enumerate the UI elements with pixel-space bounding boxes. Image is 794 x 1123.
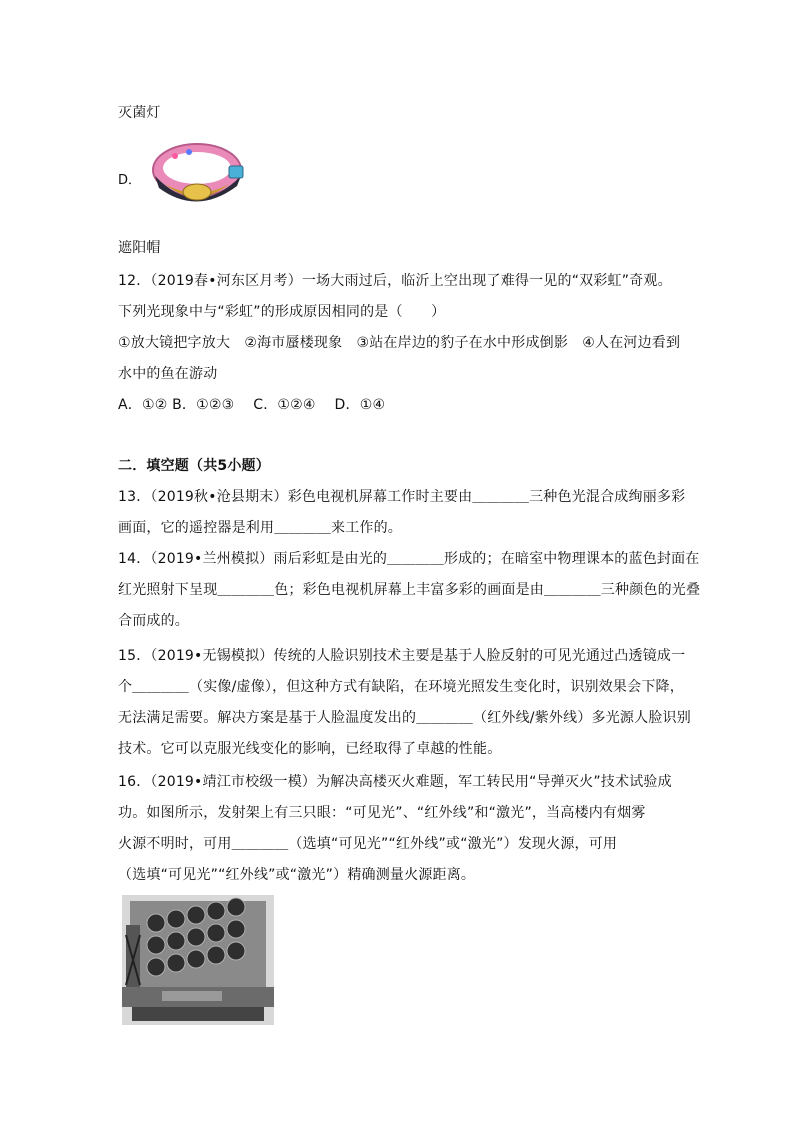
q12-line-2: 下列光现象中与“彩虹”的形成原因相同的是（ ） <box>118 304 446 320</box>
q14-line-3: 合而成的。 <box>118 613 189 629</box>
q15-line-1: 15．（2019•无锡模拟）传统的人脸识别技术主要是基于人脸反射的可见光通过凸透镜成一 <box>118 648 686 664</box>
q12-line-3: ①放大镜把字放大 ②海市蜃楼现象 ③站在岸边的豹子在水中形成倒影 ④人在河边看到 <box>118 335 681 351</box>
q16-line-2: 功。如图所示，发射架上有三只眼：“可见光”、“红外线”和“激光”，当高楼内有烟雾 <box>118 805 646 821</box>
option-d-caption: 遮阳帽 <box>118 240 161 256</box>
q16-line-3: 火源不明时，可用＿＿＿＿（选填“可见光”“红外线”或“激光”）发现火源，可用 <box>118 836 618 852</box>
q14-line-1: 14．（2019•兰州模拟）雨后彩虹是由光的＿＿＿＿形成的；在暗室中物理课本的蓝色封面在 <box>118 551 700 567</box>
q12-line-1: 12．（2019春•河东区月考）一场大雨过后，临沂上空出现了难得一见的“双彩虹”奇观。 <box>118 273 672 289</box>
missile-launcher-image <box>122 895 274 1025</box>
q13-line-2: 画面，它的遥控器是利用＿＿＿＿来工作的。 <box>118 520 402 536</box>
option-d-label: D． <box>118 173 142 188</box>
q16-line-4: （选填“可见光”“红外线”或“激光”）精确测量火源距离。 <box>118 867 476 883</box>
q12-options: A．①② B．①②③ C．①②④ D．①④ <box>118 397 386 413</box>
q16-line-1: 16．（2019•靖江市校级一模）为解决高楼灭火难题，军工转民用“导弹灭火”技术试验成 <box>118 774 672 790</box>
q12-line-4: 水中的鱼在游动 <box>118 366 218 382</box>
q15-line-2: 个＿＿＿＿（实像/虚像），但这种方式有缺陷，在环境光照发生变化时，识别效果会下降， <box>118 679 684 695</box>
q15-line-4: 技术。它可以克服光线变化的影响，已经取得了卓越的性能。 <box>118 741 502 757</box>
option-c-caption: 灭菌灯 <box>118 105 161 121</box>
q15-line-3: 无法满足需要。解决方案是基于人脸温度发出的＿＿＿＿（红外线/紫外线）多光源人脸识别 <box>118 710 691 726</box>
section-heading: 二．填空题（共5小题） <box>118 458 270 474</box>
q13-line-1: 13．（2019秋•沧县期末）彩色电视机屏幕工作时主要由＿＿＿＿三种色光混合成绚丽多彩 <box>118 489 686 505</box>
sun-visor-image <box>145 132 250 217</box>
q14-line-2: 红光照射下呈现＿＿＿＿色；彩色电视机屏幕上丰富多彩的画面是由＿＿＿＿三种颜色的光叠 <box>118 582 701 598</box>
